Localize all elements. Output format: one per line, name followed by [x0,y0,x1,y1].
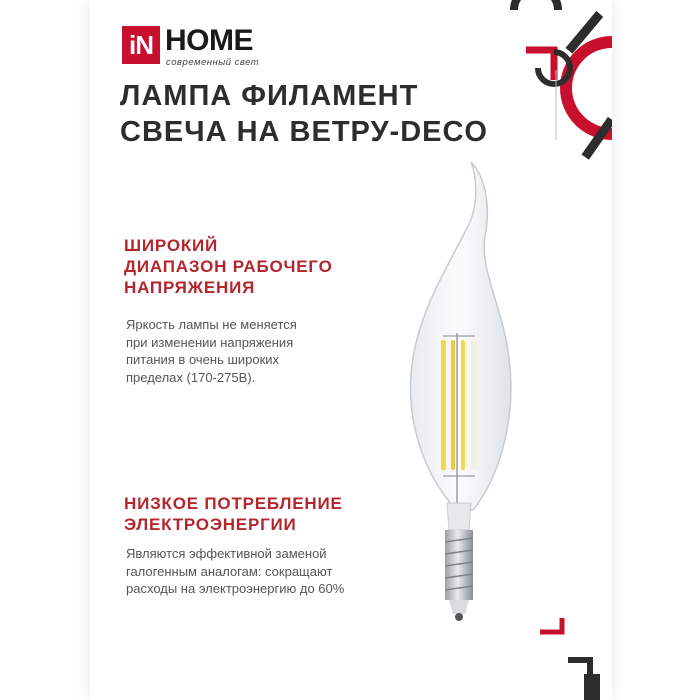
feature-2-heading-line: НИЗКОЕ ПОТРЕБЛЕНИЕ [124,494,343,513]
feature-1-text-line: Яркость лампы не меняется [126,317,297,332]
feature-1-heading-line: ДИАПАЗОН РАБОЧЕГО [124,257,333,276]
logo-tagline: современный свет [166,57,260,68]
title-line-1: ЛАМПА ФИЛАМЕНТ [120,80,419,112]
feature-2-text [126,545,344,598]
product-card [90,0,612,700]
logo-word: HOME [165,24,253,57]
feature-2-text-line: Являются эффективной заменой [126,546,327,561]
logo-box: iN [122,26,160,64]
feature-1-heading [124,235,333,298]
feature-1-text-line: пределах (170-275В). [126,369,256,385]
title-line-2: СВЕЧА НА ВЕТРУ-DECO [120,116,488,148]
feature-1-heading-line: ШИРОКИЙ [124,236,219,255]
feature-1-text [126,316,297,386]
feature-2-text-line: галогенным аналогам: сокращают [126,563,333,579]
feature-1-text-line: питания в очень широких [126,352,280,367]
candle-lamp-image [395,158,525,658]
feature-2-heading [124,493,343,535]
feature-1-heading-line: НАПРЯЖЕНИЯ [124,278,256,297]
feature-2-heading-line: ЭЛЕКТРОЭНЕРГИИ [124,515,297,534]
feature-2-text-line: расходы на электроэнергию до 60% [126,581,345,596]
feature-1-text-line: при изменении напряжения [126,334,294,350]
decorative-shapes-bottom [532,610,612,700]
product-title [120,78,540,150]
